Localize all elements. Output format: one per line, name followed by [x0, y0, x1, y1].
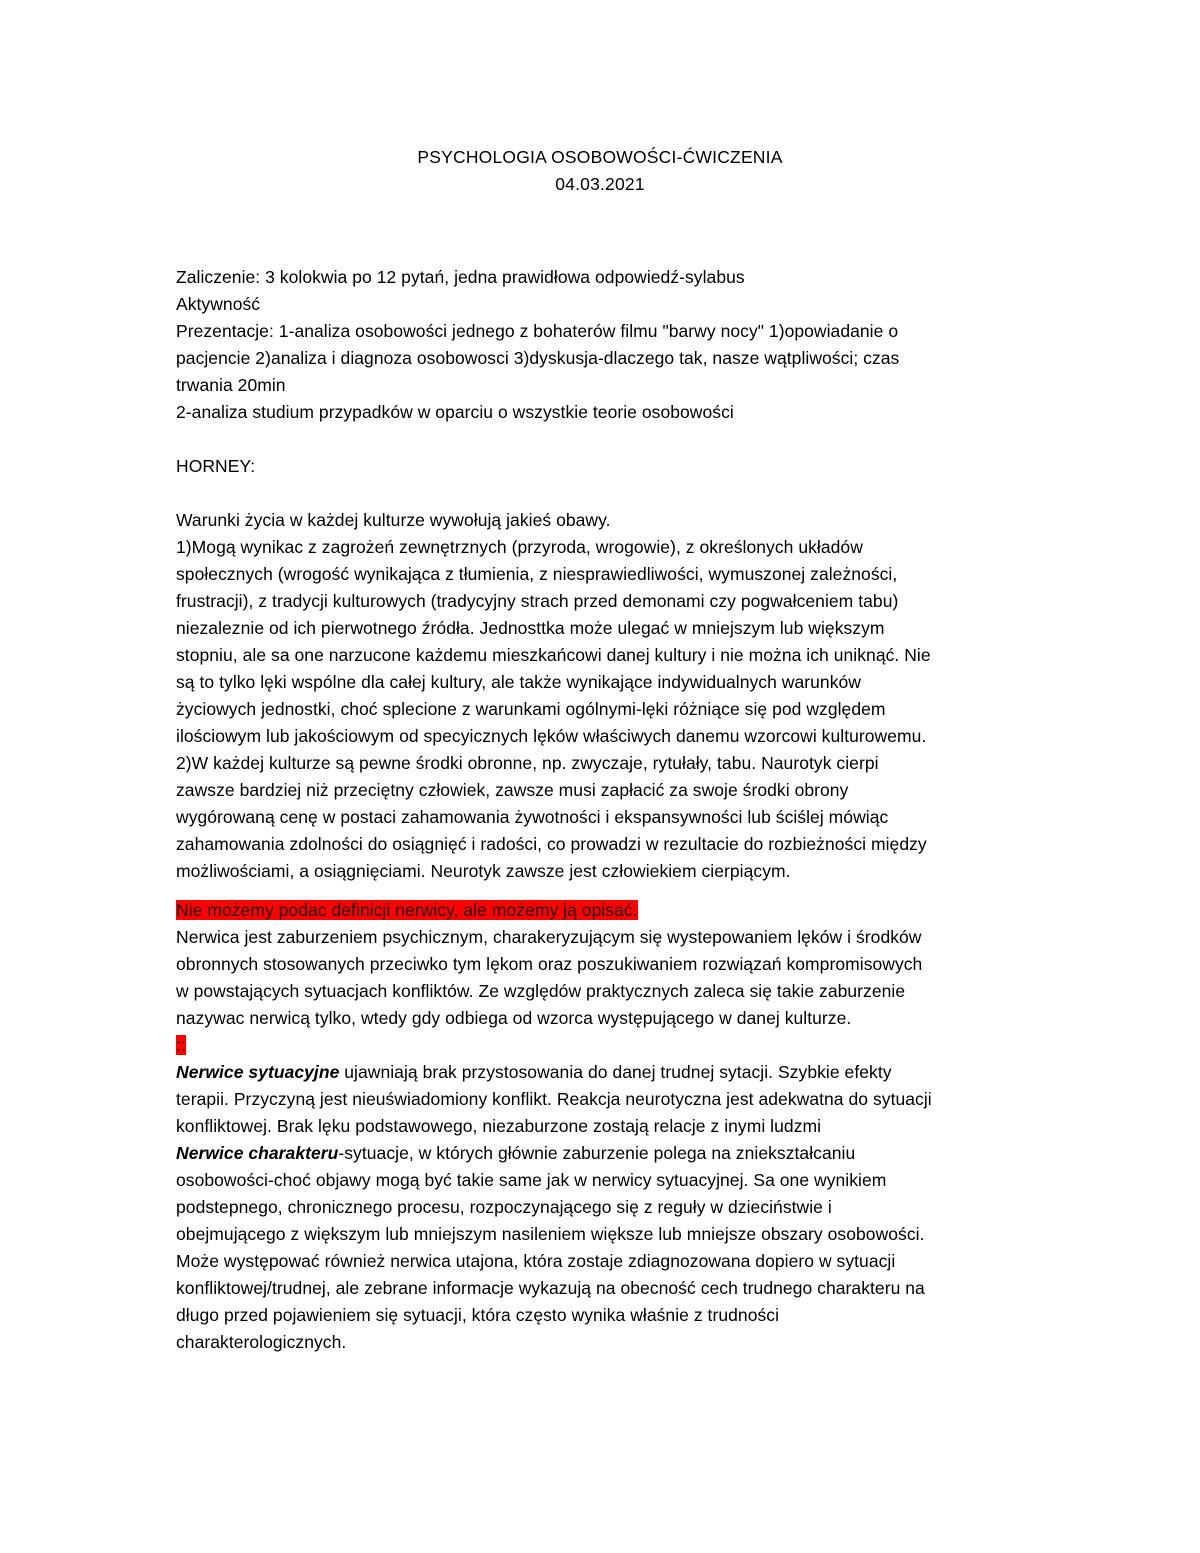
definition-line: [176, 1140, 1036, 1167]
term-nerwice-sytuacyjne: Nerwice sytuacyjne: [176, 1062, 340, 1082]
intro-line: Aktywność: [176, 294, 261, 314]
section-heading-horney: HORNEY:: [176, 456, 256, 476]
paragraph-line: życiowych jednostki, choć splecione z warunkami ogólnymi-lęki różniące się pod względem: [176, 699, 886, 719]
intro-section: [176, 264, 1036, 426]
intro-line: Prezentacje: 1-analiza osobowości jednego z bohaterów filmu "barwy nocy" 1)opowiadanie o: [176, 321, 899, 341]
paragraph-line: niezaleznie od ich pierwotnego źródła. Jednosttka może ulegać w mniejszym lub większym: [176, 618, 885, 638]
horney-section: [176, 507, 1036, 885]
intro-line: 2-analiza studium przypadków w oparciu o wszystkie teorie osobowości: [176, 402, 734, 422]
paragraph-line: wygórowaną cenę w postaci zahamowania żywotności i ekspansywności lub ściślej mówiąc: [176, 807, 889, 827]
paragraph-line: Może występować również nerwica utajona, która zostaje zdiagnozowana dopiero w sytuacji: [176, 1251, 896, 1271]
paragraph-line: obronnych stosowanych przeciwko tym lękom oraz poszukiwaniem rozwiązań kompromisowych: [176, 954, 923, 974]
paragraph-line: Warunki życia w każdej kulturze wywołują jakieś obawy.: [176, 510, 611, 530]
definition-line: [176, 1059, 1036, 1086]
definition-text: -sytuacje, w których głównie zaburzenie polega na zniekształcaniu: [338, 1143, 856, 1163]
paragraph-line: 1)Mogą wynikac z zagrożeń zewnętrznych (przyroda, wrogowie), z określonych układów: [176, 537, 863, 557]
paragraph-line: 2)W każdej kulturze są pewne środki obronne, np. zwyczaje, rytułały, tabu. Naurotyk cierpi: [176, 753, 879, 773]
intro-line: Zaliczenie: 3 kolokwia po 12 pytań, jedna prawidłowa odpowiedź-sylabus: [176, 267, 745, 287]
highlighted-statement: [176, 897, 1036, 924]
definition-text: ujawniają brak przystosowania do danej trudnej sytacji. Szybkie efekty: [339, 1062, 892, 1082]
paragraph-line: terapii. Przyczyną jest nieuświadomiony konflikt. Reakcja neurotyczna jest adekwatna do sytuacji: [176, 1089, 932, 1109]
paragraph-line: w powstających sytuacjach konfliktów. Ze względów praktycznych zaleca się takie zaburzenie: [176, 981, 906, 1001]
spacer: [176, 480, 1036, 507]
paragraph-line: stopniu, ale sa one narzucone każdemu mieszkańcowi danej kultury i nie można ich uniknąć. Nie: [176, 645, 931, 665]
paragraph-line: nazywac nerwicą tylko, wtedy gdy odbiega od wzorca występującego w danej kulturze.: [176, 1008, 852, 1028]
paragraph-line: Nerwica jest zaburzeniem psychicznym, charakeryzującym się wystepowaniem lęków i środków: [176, 927, 922, 947]
document-title: PSYCHOLOGIA OSOBOWOŚCI-ĆWICZENIA: [417, 147, 783, 167]
paragraph-line: możliwościami, a osiągnięciami. Neurotyk zawsze jest człowiekiem cierpiącym.: [176, 861, 791, 881]
term-nerwice-charakteru: Nerwice charakteru: [176, 1143, 339, 1163]
spacer: [176, 426, 1036, 453]
nerwica-section: [176, 924, 1036, 1032]
highlight-text: Nie możemy podac definicji nerwicy, ale możemy ją opisać.: [176, 900, 638, 920]
spacer: [176, 885, 1036, 897]
document-body: [176, 264, 1036, 1356]
intro-line: pacjencie 2)analiza i diagnoza osobowosci 3)dyskusja-dlaczego tak, nasze wątpliwości; czas: [176, 348, 900, 368]
paragraph-line: konfliktowej/trudnej, ale zebrane informacje wykazują na obecność cech trudnego charakteru na: [176, 1278, 925, 1298]
paragraph-line: frustracji), z tradycji kulturowych (tradycyjny strach przed demonami czy pogwałceniem tabu): [176, 591, 899, 611]
paragraph-line: długo przed pojawieniem się sytuacji, która często wynika właśnie z trudności: [176, 1305, 780, 1325]
paragraph-line: społecznych (wrogość wynikająca z tłumienia, z niesprawiedliwości, wymuszonej zależności,: [176, 564, 898, 584]
highlight-marker: ::: [176, 1035, 186, 1055]
paragraph-line: obejmującego z większym lub mniejszym nasileniem większe lub mniejsze obszary osobowości.: [176, 1224, 925, 1244]
document-date: 04.03.2021: [555, 174, 645, 194]
paragraph-line: zawsze bardziej niż przeciętny człowiek, zawsze musi zapłacić za swoje środki obrony: [176, 780, 849, 800]
paragraph-line: charakterologicznych.: [176, 1332, 347, 1352]
paragraph-line: podstepnego, chronicznego procesu, rozpoczynającego się z reguły w dzieciństwie i: [176, 1197, 832, 1217]
sytuacyjne-section: [176, 1059, 1036, 1140]
intro-line: trwania 20min: [176, 375, 286, 395]
paragraph-line: ilościowym lub jakościowym od specyicznych lęków właściwych danemu wzorcowi kulturowemu.: [176, 726, 927, 746]
paragraph-line: zahamowania zdolności do osiągnięć i radości, co prowadzi w rezultacie do rozbieżności między: [176, 834, 927, 854]
paragraph-line: konfliktowej. Brak lęku podstawowego, niezaburzone zostają relacje z inymi ludzmi: [176, 1116, 822, 1136]
title-block: [0, 144, 1200, 198]
marker-line: [176, 1032, 1036, 1059]
paragraph-line: są to tylko lęki wspólne dla całej kultury, ale także wynikające indywidualnych warunków: [176, 672, 861, 692]
charakteru-section: [176, 1140, 1036, 1356]
paragraph-line: osobowości-choć objawy mogą być takie same jak w nerwicy sytuacyjnej. Sa one wynikiem: [176, 1170, 887, 1190]
